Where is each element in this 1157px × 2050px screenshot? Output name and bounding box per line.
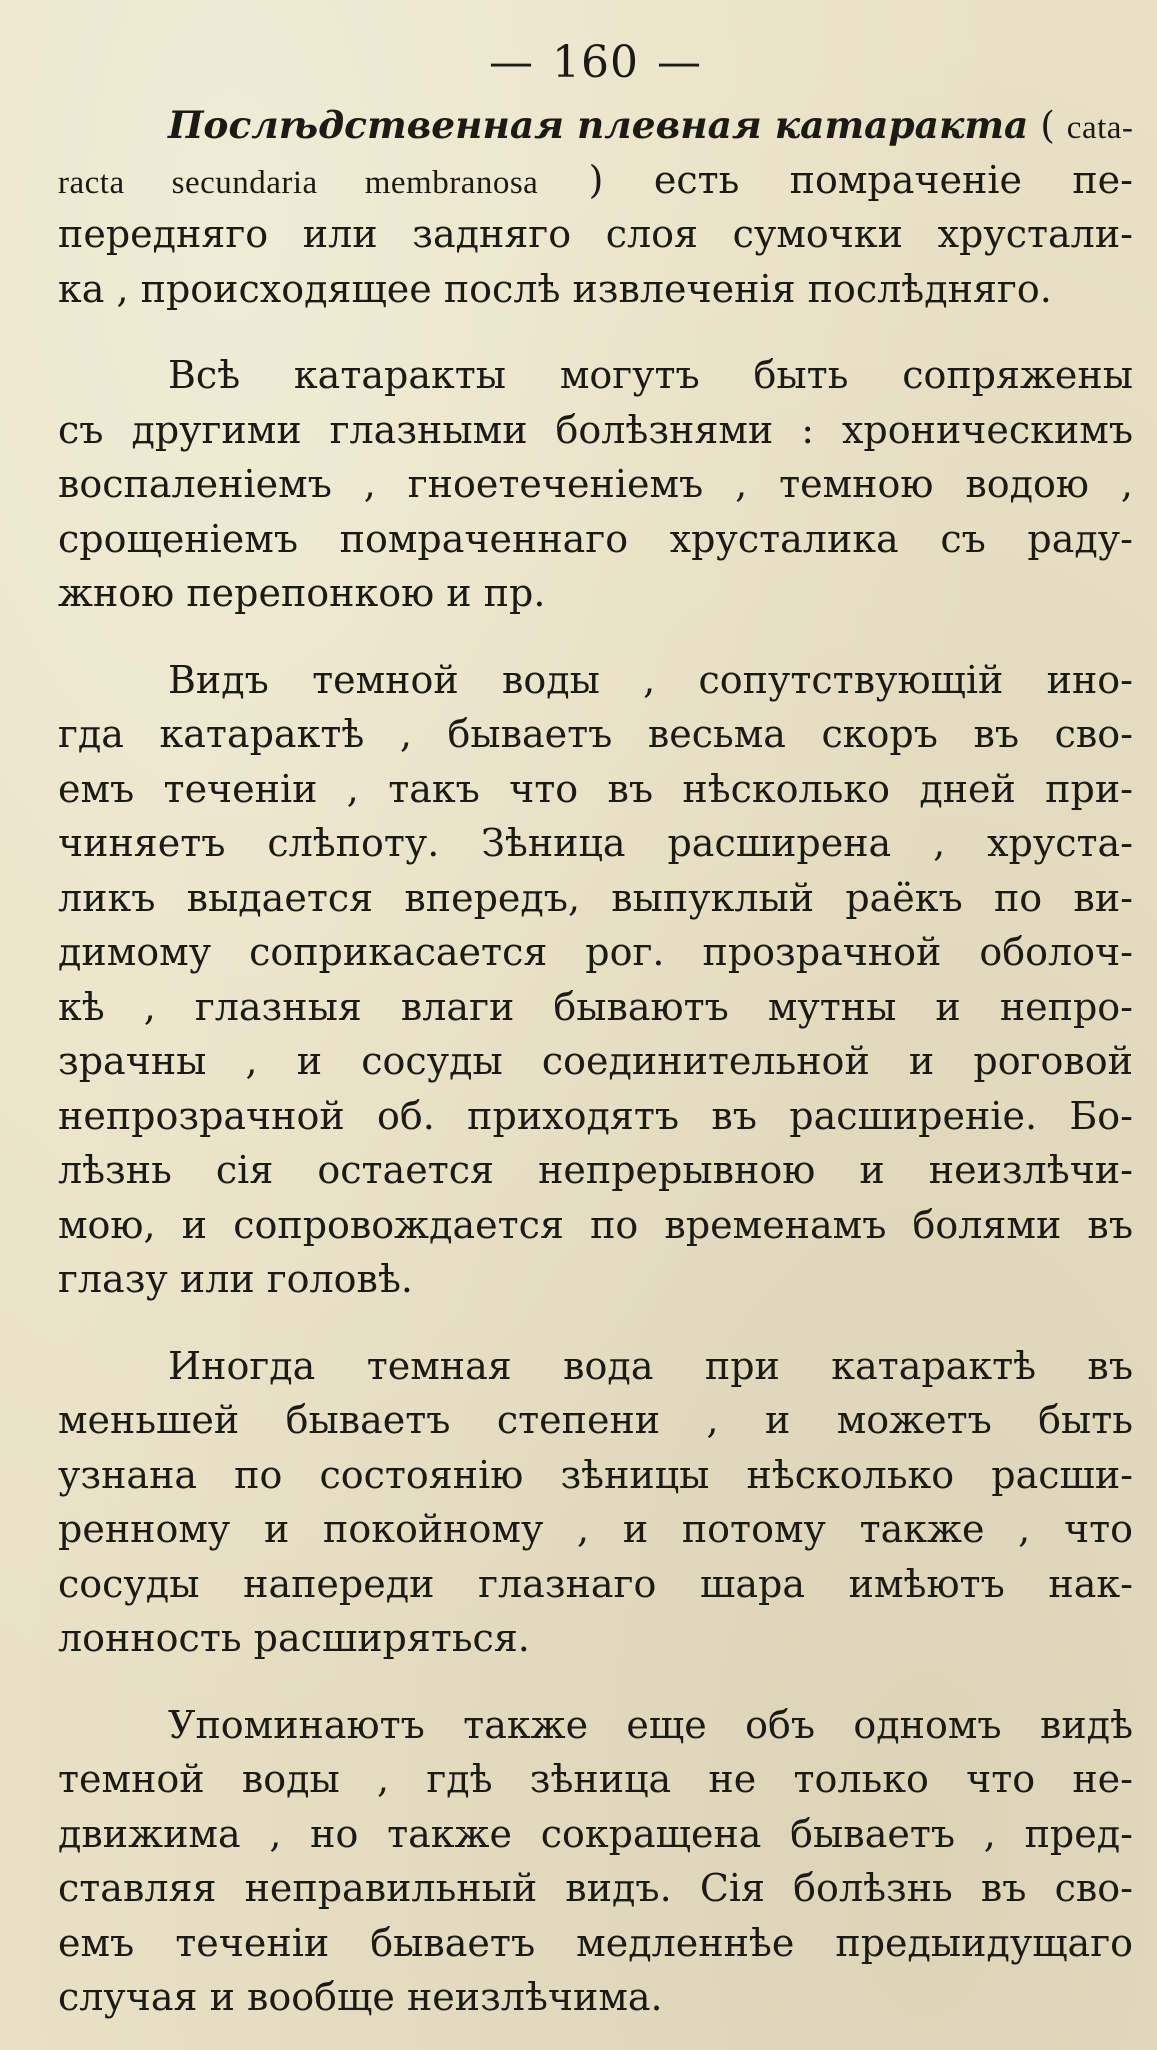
text-line: темной воды , гдѣ зѣница не только что не- [58,1757,1133,1801]
paragraph [58,1339,1133,1666]
text-line: глазу или головѣ. [58,1257,413,1301]
page-number-dash-right: — [656,37,702,88]
text-line: лонность расширяться. [58,1616,530,1660]
text-line: узнана по состоянію зѣницы нѣсколько расши- [58,1452,1133,1497]
page-number-dash-left: — [489,37,534,88]
text-line [58,153,1133,208]
text-line: лѣзнь сія остается непрерывною и неизлѣчи- [58,1148,1133,1192]
text-line: Иногда темная вода при катарактѣ въ [168,1343,1133,1388]
paragraph-gap [58,1666,1133,1698]
text-line: передняго или задняго слоя сумочки хрустали- [58,212,1133,256]
text-line [58,98,1133,153]
text-line: съ другими глазными болѣзнями : хроническимъ [58,407,1133,452]
text-line: срощеніемъ помраченнаго хрусталика съ раду- [58,516,1133,561]
text-line: гда катарактѣ , бываетъ весьма скоръ въ сво- [58,712,1133,756]
paragraph [58,1698,1133,2025]
paragraph-gap [58,316,1133,348]
page-number-header [58,38,1133,88]
paragraph [58,653,1133,1307]
paragraph [58,98,1133,316]
page-number: 160 [552,37,639,88]
text-line: зрачны , и сосуды соединительной и роговой [58,1039,1133,1083]
text-run: cata- [1066,110,1134,146]
text-line: воспаленіемъ , гноетеченіемъ , темною водою , [58,462,1133,506]
text-run: Послѣдственная плевная катаракта [168,103,1029,147]
text-line: меньшей бываетъ степени , и можетъ быть [58,1398,1133,1442]
text-line: ка , происходящее послѣ извлеченія послѣдняго. [58,266,1052,311]
text-line: Видъ темной воды , сопутствующій ино- [168,657,1133,702]
text-line: Всѣ катаракты могутъ быть сопряжены [168,353,1133,397]
text-line: случая и вообще неизлѣчима. [58,1975,663,2019]
text-run: ) есть помраченіе пе- [538,157,1133,202]
text-line: емъ теченіи , такъ что въ нѣсколько дней при- [58,766,1133,811]
text-line: движима , но также сокращена бываетъ , пред- [58,1811,1133,1856]
text-run: racta secundaria membranosa [58,164,539,201]
text-line: жною перепонкою и пр. [58,571,546,615]
text-line: емъ теченіи бываетъ медленнѣе предыидущаго [58,1920,1133,1965]
text-line: Упоминаютъ также еще объ одномъ видѣ [168,1702,1133,1747]
text-line: ставляя неправильный видъ. Сія болѣзнь въ сво- [58,1866,1133,1910]
text-line: кѣ , глазныя влаги бываютъ мутны и непро- [58,984,1133,1029]
paragraph [58,348,1133,621]
text-line: непрозрачной об. приходятъ въ расширеніе. Бо- [58,1093,1133,1138]
paragraph-gap [58,1307,1133,1339]
text-line: сосуды напереди глазнаго шара имѣютъ нак- [58,1561,1133,1606]
text-line: чиняетъ слѣпоту. Зѣница расширена , хруста- [58,821,1133,865]
text-run: ( [1028,103,1067,147]
text-line: ренному и покойному , и потому также , что [58,1507,1133,1551]
text-line: димому соприкасается рог. прозрачной оболоч- [58,930,1133,974]
text-line: мою, и сопровождается по временамъ болями въ [58,1202,1133,1247]
paragraph-gap [58,621,1133,653]
text-body [58,98,1133,2025]
text-line: ликъ выдается впередъ, выпуклый раёкъ по ви- [58,875,1133,920]
